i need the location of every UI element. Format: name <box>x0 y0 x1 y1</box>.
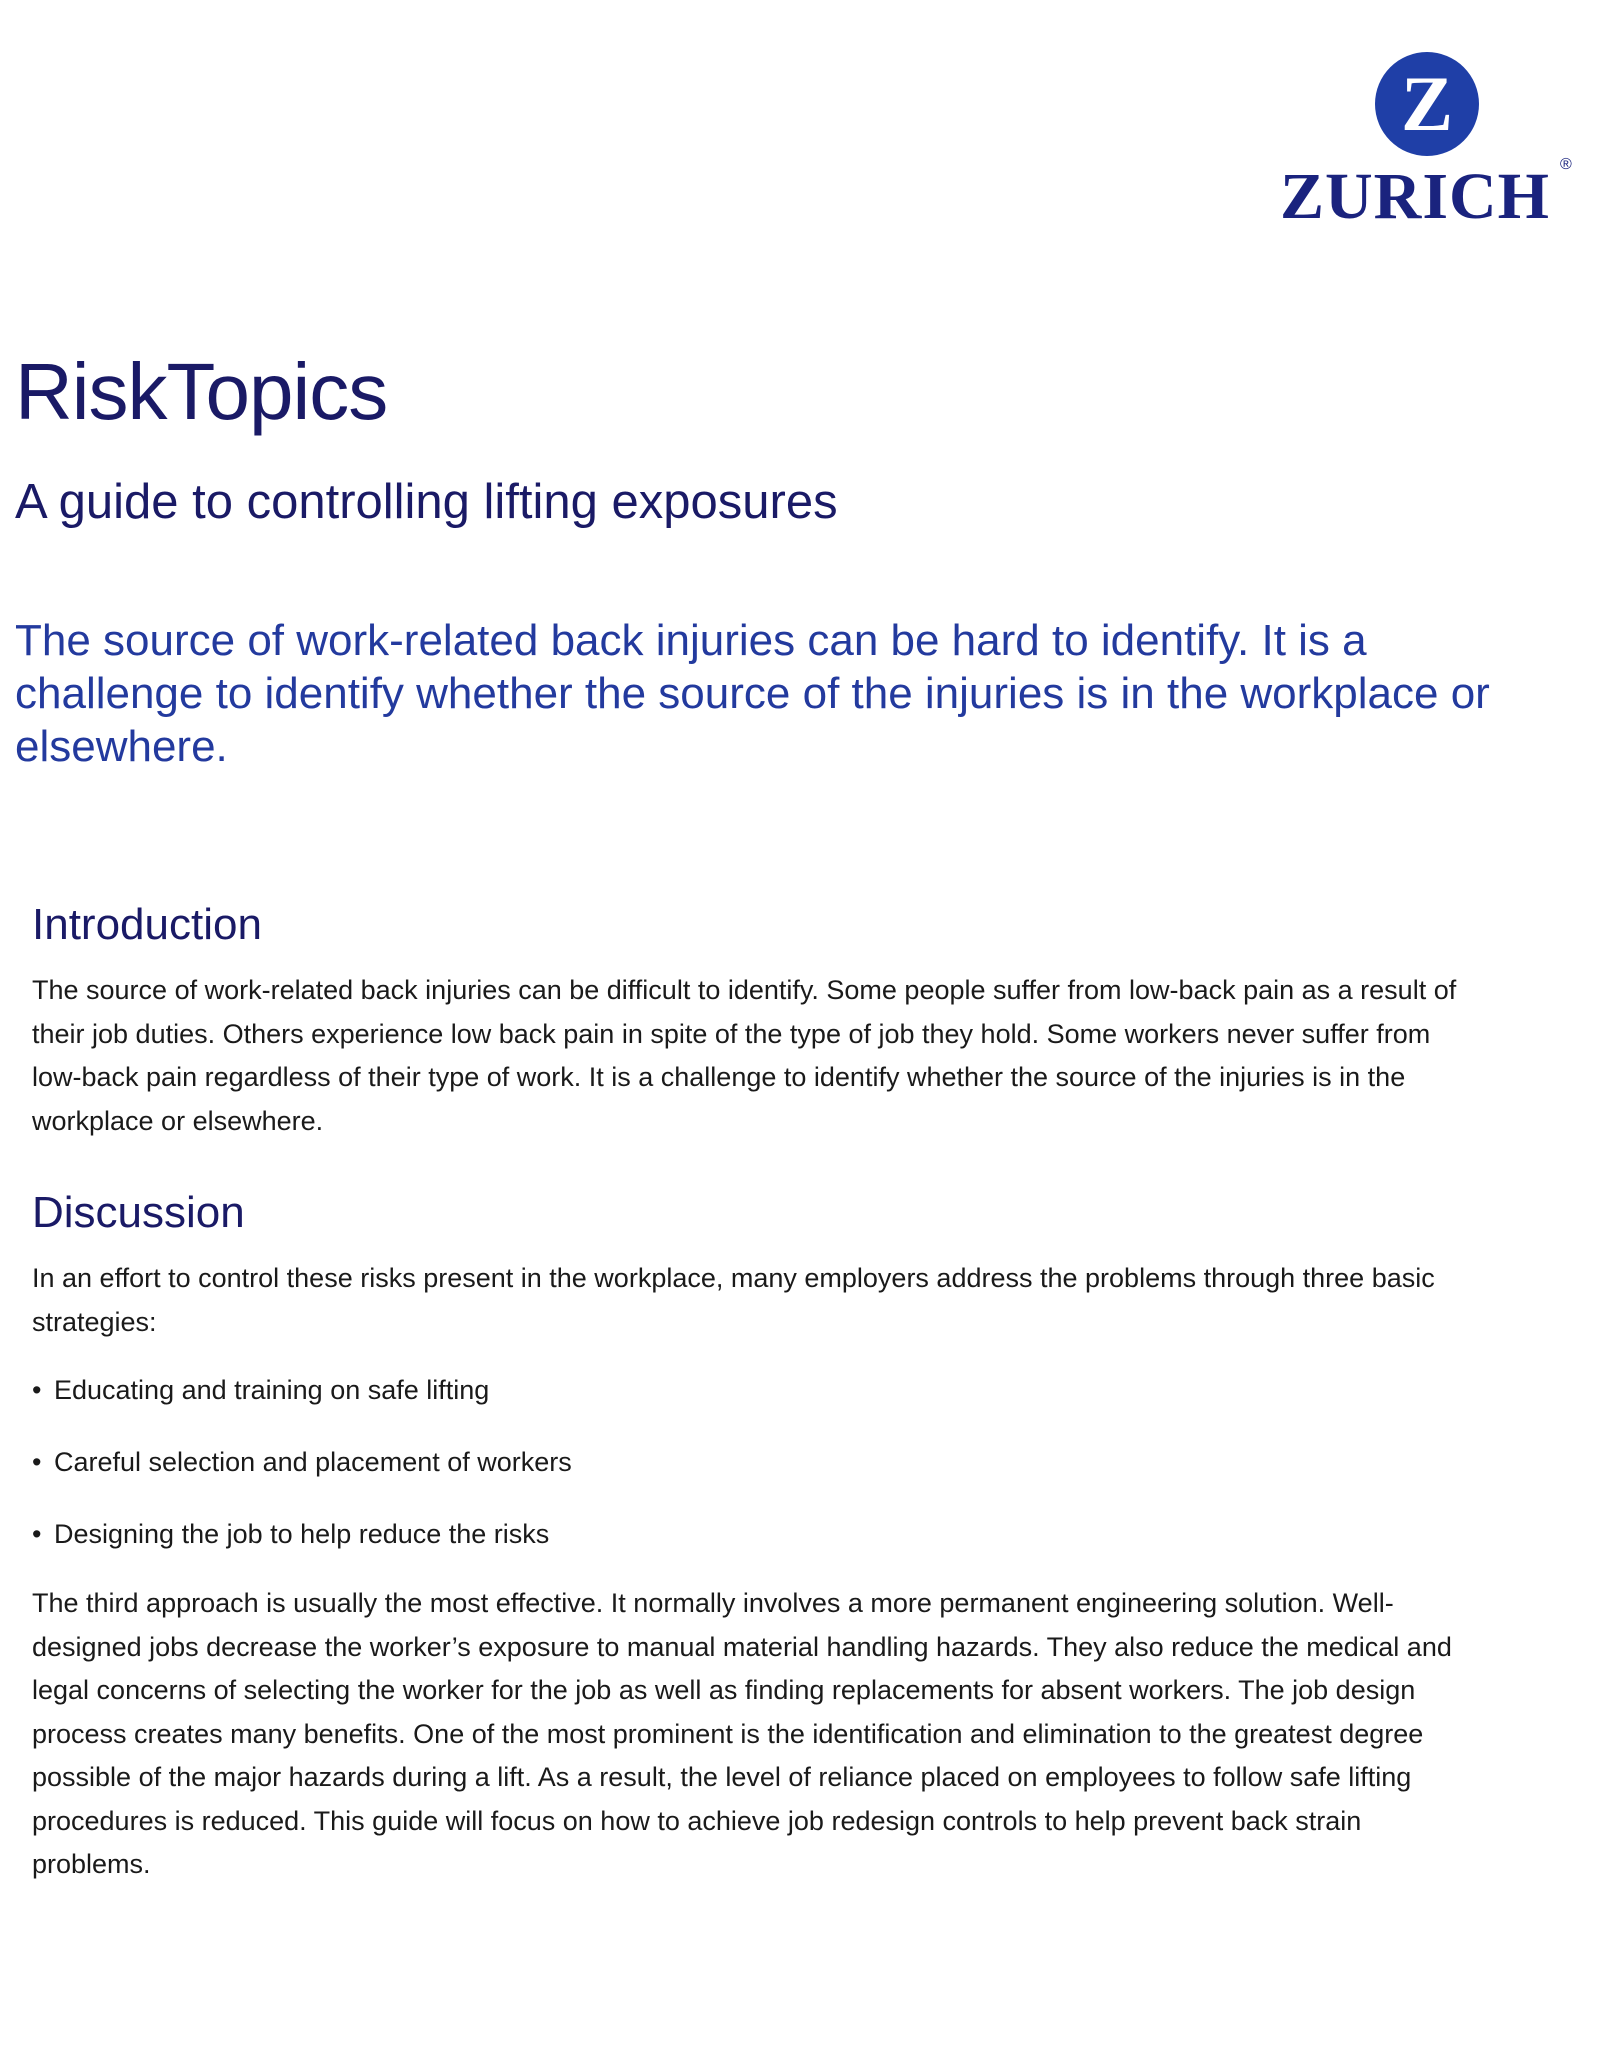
introduction-heading: Introduction <box>32 900 262 949</box>
zurich-wordmark: ZURICH <box>1279 160 1551 233</box>
page-subtitle: A guide to controlling lifting exposures <box>15 475 838 529</box>
registered-mark: ® <box>1560 156 1572 173</box>
list-item <box>32 1442 1472 1482</box>
lead-summary: The source of work-related back injuries can be hard to identify. It is a challenge to identify whether the source of the injuries is in the workplace or elsewhere. <box>15 616 1490 771</box>
discussion-intro: In an effort to control these risks present in the workplace, many employers address the problems through three basic strategies: <box>32 1263 1435 1337</box>
discussion-closing-paragraph: The third approach is usually the most effective. It normally involves a more permanent engineering solution. Well-designed jobs decrease the worker’s exposure to manual material handling hazards. They also reduce the medical and legal concerns of selecting the worker for the job as well as finding replacements for absent workers. The job design process creates many benefits. One of the most prominent is the identification and elimination to the greatest degree possible of the major hazards during a lift. As a result, the level of reliance placed on employees to follow safe lifting procedures is reduced. This guide will focus on how to achieve job redesign controls to help prevent back strain problems. <box>32 1588 1452 1879</box>
list-item <box>32 1514 1472 1554</box>
page-title: RiskTopics <box>15 347 388 436</box>
list-item-text: Designing the job to help reduce the risks <box>54 1519 550 1549</box>
emblem-letter: Z <box>1400 60 1454 147</box>
bullet-icon: • <box>32 1519 42 1549</box>
bullet-icon: • <box>32 1375 42 1405</box>
list-item-text: Educating and training on safe lifting <box>54 1375 490 1405</box>
list-item <box>32 1370 1472 1410</box>
list-item-text: Careful selection and placement of workers <box>54 1447 572 1477</box>
discussion-heading: Discussion <box>32 1188 245 1237</box>
bullet-icon: • <box>32 1447 42 1477</box>
strategy-list <box>32 1370 1472 1554</box>
zurich-emblem-icon <box>1375 52 1479 156</box>
zurich-logo <box>1270 44 1570 244</box>
main-content <box>32 895 1472 1887</box>
introduction-paragraph: The source of work-related back injuries can be difficult to identify. Some people suffer from low-back pain as a result of their job duties. Others experience low back pain in spite of the type of job they hold. Some workers never suffer from low-back pain regardless of their type of work. It is a challenge to identify whether the source of the injuries is in the workplace or elsewhere. <box>32 975 1457 1136</box>
